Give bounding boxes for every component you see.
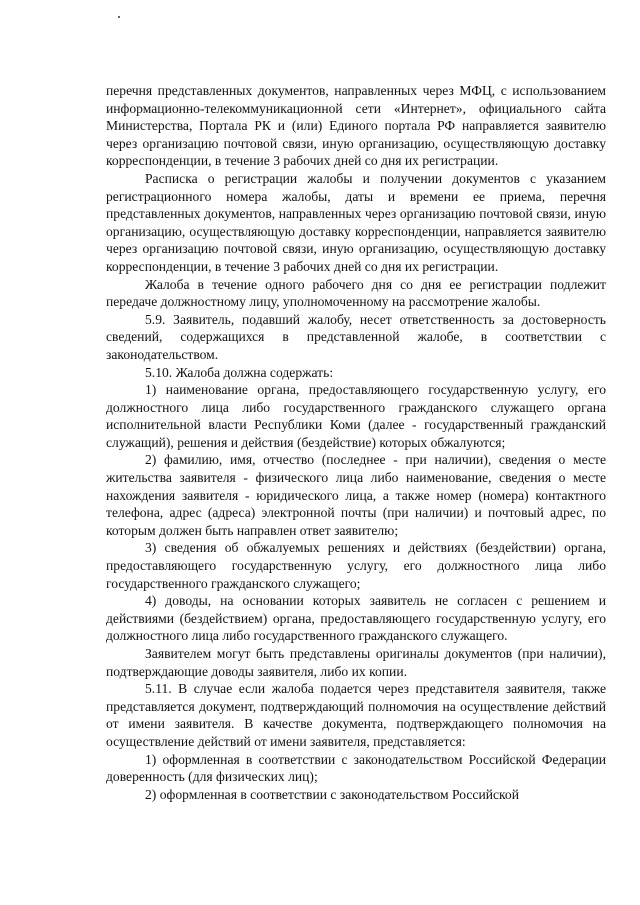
paragraph-originals: Заявителем могут быть представлены оригиналы документов (при наличии), подтверждающие доводы заявителя, либо их копии. [106, 646, 606, 679]
list-item-1: 1) наименование органа, предоставляющего государственную услугу, его должностного лица либо государственного гражданского служащего органа исполнительной власти Республики Коми (далее - государственный гражданский служащий), решения и действия (бездействие) которых обжалуются; [106, 382, 606, 450]
paragraph-transfer: Жалоба в течение одного рабочего дня со дня ее регистрации подлежит передаче должностному лицу, уполномоченному на рассмотрение жалобы. [106, 276, 606, 310]
list-item-5-11-1: 1) оформленная в соответствии с законодательством Российской Федерации доверенность (для физических лиц); [106, 751, 606, 785]
paragraph-5-10: 5.10. Жалоба должна содержать: [145, 364, 334, 380]
list-item-4: 4) доводы, на основании которых заявитель не согласен с решением и действиями (бездействием) органа, предоставляющего государственную услугу, его должностного лица либо государственного гражданского служащего. [106, 593, 606, 644]
paragraph-5-11: 5.11. В случае если жалоба подается через представителя заявителя, также представляется документ, подтверждающий полномочия на осуществление действий от имени заявителя. В качестве документа, подтверждающего полномочия на осуществление действий от имени заявителя, представляется: [106, 681, 606, 749]
paragraph-5-9: 5.9. Заявитель, подавший жалобу, несет ответственность за достоверность сведений, содержащихся в представленной жалобе, в соответствии с законодательством. [106, 311, 606, 362]
paragraph-receipt: Расписка о регистрации жалобы и получении документов с указанием регистрационного номера жалобы, даты и времени ее приема, перечня представленных документов, направленных через организацию почтовой связи, иную организацию, осуществляющую доставку корреспонденции, направляется заявителю через организацию почтовой связи, иную организацию, осуществляющую доставку корреспонденции, в течение 3 рабочих дней со дня их регистрации. [106, 170, 606, 274]
list-item-2: 2) фамилию, имя, отчество (последнее - при наличии), сведения о месте жительства заявителя - физического лица либо наименование, сведения о месте нахождения заявителя - юридического лица, а также номер (номера) контактного телефона, адрес (адреса) электронной почты (при наличии) и почтовый адрес, по которым должен быть направлен ответ заявителю; [106, 452, 606, 538]
list-item-3: 3) сведения об обжалуемых решениях и действиях (бездействии) органа, предоставляющего государственную услугу, его должностного лица либо государственного гражданского служащего; [106, 540, 606, 591]
scan-speck [118, 16, 120, 18]
document-body [106, 82, 606, 803]
list-item-5-11-2: 2) оформленная в соответствии с законодательством Российской [145, 786, 520, 802]
paragraph-continuation: перечня представленных документов, направленных через МФЦ, с использованием информационно-телекоммуникационной сети «Интернет», официального сайта Министерства, Портала РК и (или) Единого портала РФ направляется заявителю через организацию почтовой связи, иную организацию, осуществляющую доставку корреспонденции, в течение 3 рабочих дней со дня их регистрации. [106, 83, 606, 169]
